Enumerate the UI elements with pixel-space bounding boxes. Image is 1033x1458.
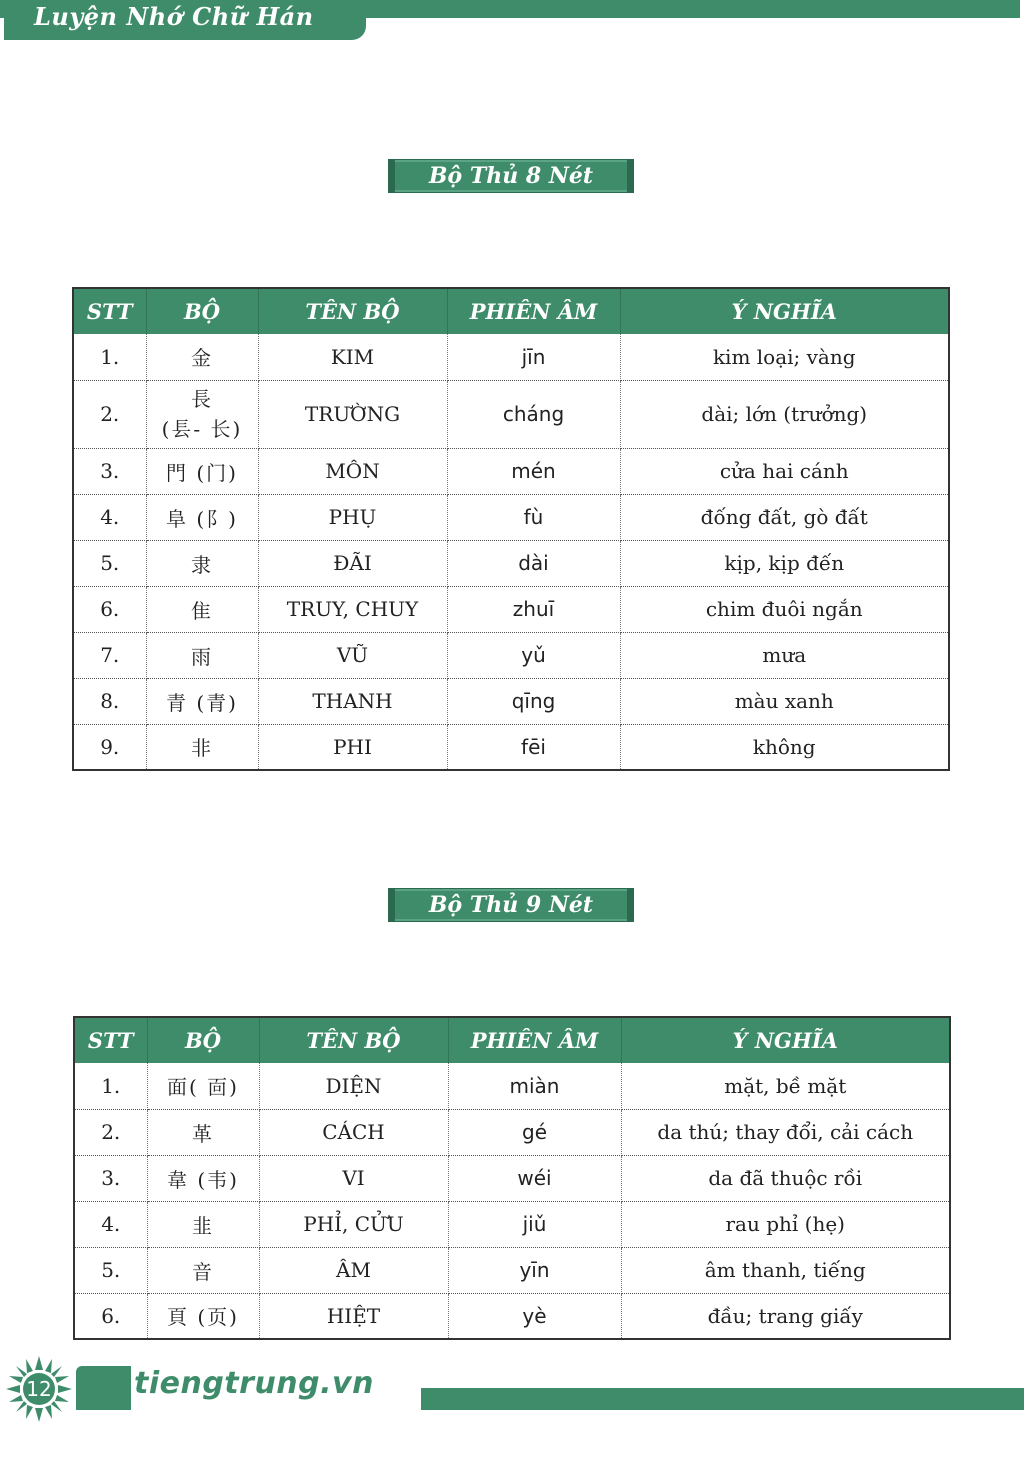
radical-char: 韭 bbox=[147, 1201, 259, 1247]
radical-name: ÂM bbox=[259, 1247, 448, 1293]
radical-meaning: mưa bbox=[620, 632, 949, 678]
table-row bbox=[73, 678, 949, 724]
row-number: 4. bbox=[74, 1201, 147, 1247]
radical-name: VŨ bbox=[258, 632, 447, 678]
radical-name: CÁCH bbox=[259, 1109, 448, 1155]
col-header-ten-bo: TÊN BỘ bbox=[258, 288, 447, 334]
row-number: 3. bbox=[73, 448, 146, 494]
radical-meaning: rau phỉ (hẹ) bbox=[621, 1201, 950, 1247]
radical-meaning: không bbox=[752, 734, 816, 759]
radicals-table-9-strokes bbox=[73, 1016, 951, 1340]
radical-name: HIỆT bbox=[259, 1293, 448, 1339]
radical-meaning: đầu; trang giấy bbox=[707, 1303, 863, 1328]
table-header-row bbox=[73, 288, 949, 334]
radical-name: THANH bbox=[258, 678, 447, 724]
col-header-y-nghia: Ý NGHĨA bbox=[620, 288, 949, 334]
row-number: 2. bbox=[73, 380, 146, 448]
radical-char: 門 (门) bbox=[146, 448, 258, 494]
radicals-table-8-strokes bbox=[72, 287, 950, 771]
radical-char: 隹 bbox=[146, 586, 258, 632]
row-number: 2. bbox=[74, 1109, 147, 1155]
radical-name: VI bbox=[259, 1155, 448, 1201]
col-header-y-nghia: Ý NGHĨA bbox=[621, 1017, 950, 1063]
radical-pinyin: miàn bbox=[448, 1063, 621, 1109]
radical-name: MÔN bbox=[258, 448, 447, 494]
radical-char: 青 (青) bbox=[146, 678, 258, 724]
radical-name: PHỈ, CỬU bbox=[259, 1201, 448, 1247]
table-row bbox=[73, 540, 949, 586]
radical-meaning: kịp, kịp đến bbox=[620, 540, 949, 586]
row-number: 5. bbox=[74, 1247, 147, 1293]
table-row bbox=[74, 1293, 950, 1339]
radical-char: 金 bbox=[146, 334, 258, 380]
section-title-8-strokes: Bộ Thủ 8 Nét bbox=[388, 159, 634, 193]
book-title: Luyện Nhớ Chữ Hán bbox=[34, 2, 314, 31]
radical-meaning: đống đất, gò đất bbox=[620, 494, 949, 540]
radical-meaning: màu xanh bbox=[620, 678, 949, 724]
table-row bbox=[74, 1063, 950, 1109]
page-number: 12 bbox=[26, 1377, 52, 1401]
radical-pinyin: yīn bbox=[448, 1247, 621, 1293]
radical-char: 長 bbox=[191, 387, 213, 411]
table-row bbox=[73, 724, 949, 770]
table-row bbox=[73, 494, 949, 540]
row-number: 1. bbox=[74, 1063, 147, 1109]
radical-pinyin: jiǔ bbox=[448, 1201, 621, 1247]
table-row bbox=[74, 1155, 950, 1201]
radical-name: DIỆN bbox=[259, 1063, 448, 1109]
radical-pinyin: zhuī bbox=[447, 586, 620, 632]
row-number: 1. bbox=[73, 334, 146, 380]
table-row bbox=[73, 586, 949, 632]
radical-meaning: mặt, bề mặt bbox=[621, 1063, 950, 1109]
row-number: 3. bbox=[74, 1155, 147, 1201]
radical-pinyin: jīn bbox=[447, 334, 620, 380]
col-header-phien-am: PHIÊN ÂM bbox=[447, 288, 620, 334]
radical-char: 阜 (阝) bbox=[146, 494, 258, 540]
row-number: 9. bbox=[73, 724, 146, 770]
brand-logo: tiengtrung.vn bbox=[134, 1366, 374, 1401]
radical-pinyin: dài bbox=[447, 540, 620, 586]
radical-char: 革 bbox=[147, 1109, 259, 1155]
radical-char-cell bbox=[146, 380, 258, 448]
radical-name: PHỤ bbox=[258, 494, 447, 540]
col-header-stt: STT bbox=[73, 288, 146, 334]
radical-char: 面( 靣) bbox=[147, 1063, 259, 1109]
radical-pinyin: fù bbox=[447, 494, 620, 540]
table-row bbox=[74, 1201, 950, 1247]
radical-char: 雨 bbox=[146, 632, 258, 678]
row-number: 4. bbox=[73, 494, 146, 540]
radical-pinyin: yè bbox=[448, 1293, 621, 1339]
row-number: 6. bbox=[74, 1293, 147, 1339]
radical-pinyin: qīng bbox=[447, 678, 620, 724]
table-row bbox=[73, 334, 949, 380]
col-header-bo: BỘ bbox=[146, 288, 258, 334]
row-number: 6. bbox=[73, 586, 146, 632]
table-row bbox=[73, 448, 949, 494]
radical-name: PHI bbox=[258, 724, 447, 770]
radical-name: KIM bbox=[258, 334, 447, 380]
col-header-phien-am: PHIÊN ÂM bbox=[448, 1017, 621, 1063]
radical-char: 隶 bbox=[146, 540, 258, 586]
radical-meaning: da thú; thay đổi, cải cách bbox=[621, 1109, 950, 1155]
table-row bbox=[73, 380, 949, 448]
radical-meaning: dài; lớn (trưởng) bbox=[620, 380, 949, 448]
row-number: 8. bbox=[73, 678, 146, 724]
radical-name: TRUY, CHUY bbox=[258, 586, 447, 632]
radical-pinyin: gé bbox=[448, 1109, 621, 1155]
table-row bbox=[74, 1109, 950, 1155]
radical-pinyin: cháng bbox=[447, 380, 620, 448]
section-title-9-strokes: Bộ Thủ 9 Nét bbox=[388, 888, 634, 922]
radical-pinyin: yǔ bbox=[447, 632, 620, 678]
radical-meaning: âm thanh, tiếng bbox=[621, 1247, 950, 1293]
radical-variant: (镸- 长) bbox=[161, 417, 243, 441]
table-row bbox=[74, 1247, 950, 1293]
radical-pinyin: mén bbox=[447, 448, 620, 494]
radical-meaning: chim đuôi ngắn bbox=[620, 586, 949, 632]
radical-name: ĐÃI bbox=[258, 540, 447, 586]
col-header-stt: STT bbox=[74, 1017, 147, 1063]
table-header-row bbox=[74, 1017, 950, 1063]
radical-char: 頁 (页) bbox=[147, 1293, 259, 1339]
radical-meaning: da đã thuộc rồi bbox=[621, 1155, 950, 1201]
row-number: 7. bbox=[73, 632, 146, 678]
col-header-ten-bo: TÊN BỘ bbox=[259, 1017, 448, 1063]
radical-name: TRƯỜNG bbox=[258, 380, 447, 448]
footer-band bbox=[358, 1388, 1024, 1410]
radical-char: 非 bbox=[146, 724, 258, 770]
radical-meaning: cửa hai cánh bbox=[620, 448, 949, 494]
row-number: 5. bbox=[73, 540, 146, 586]
radical-pinyin: fēi bbox=[447, 724, 620, 770]
radical-char: 音 bbox=[147, 1247, 259, 1293]
radical-char: 韋 (韦) bbox=[147, 1155, 259, 1201]
col-header-bo: BỘ bbox=[147, 1017, 259, 1063]
radical-pinyin: wéi bbox=[448, 1155, 621, 1201]
table-row bbox=[73, 632, 949, 678]
radical-meaning: kim loại; vàng bbox=[620, 334, 949, 380]
